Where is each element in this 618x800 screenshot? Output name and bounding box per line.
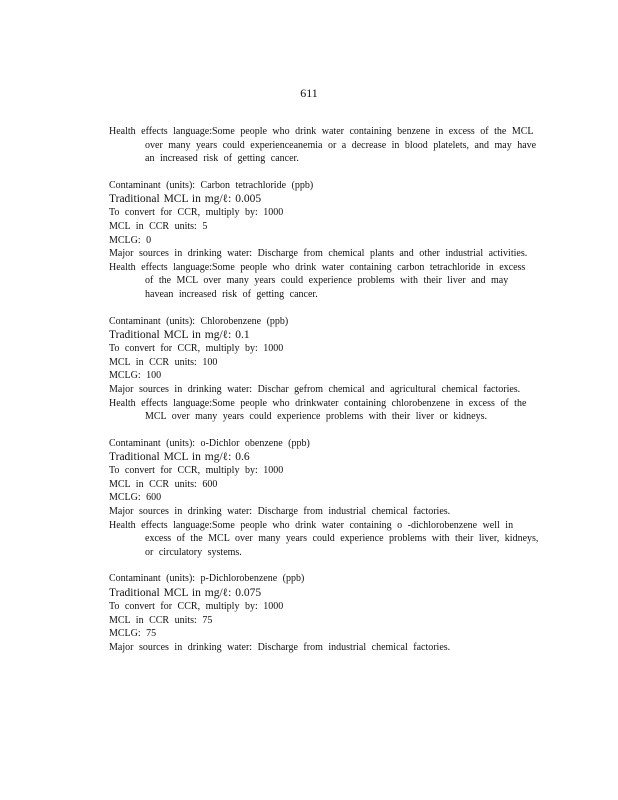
contaminant-title: Contaminant (units): p-Dichlorobenzene (ppb) bbox=[109, 573, 305, 585]
mclg: MCLG: 600 bbox=[109, 492, 162, 504]
contaminant-block-chlorobenzene bbox=[109, 315, 539, 424]
contaminant-block-o-dichlorobenzene bbox=[109, 437, 539, 560]
traditional-mcl: Traditional MCL in mg/ℓ: 0.1 bbox=[109, 329, 250, 342]
contaminant-title: Contaminant (units): Chlorobenzene (ppb) bbox=[109, 315, 289, 327]
mclg: MCLG: 75 bbox=[109, 628, 157, 640]
mcl-ccr: MCL in CCR units: 600 bbox=[109, 478, 218, 490]
convert-text: To convert for CCR, multiply by: 1000 bbox=[109, 207, 284, 219]
major-sources: Major sources in drinking water: Dischar gefrom chemical and agricultural chemical factories. bbox=[109, 383, 521, 395]
contaminant-title: Contaminant (units): Carbon tetrachloride (ppb) bbox=[109, 179, 314, 191]
health-effects-text: Health effects language:Some people who drink water containing o -dichlorobenzene well in excess of the MCL over many years could experience problems with their liver, kidneys, or circulatory systems. bbox=[109, 519, 539, 558]
page-number: 611 bbox=[300, 86, 318, 100]
intro-block bbox=[109, 125, 539, 166]
document-body bbox=[109, 125, 539, 654]
mcl-ccr: MCL in CCR units: 5 bbox=[109, 220, 208, 232]
traditional-mcl: Traditional MCL in mg/ℓ: 0.6 bbox=[109, 451, 250, 464]
convert-text: To convert for CCR, multiply by: 1000 bbox=[109, 465, 284, 477]
traditional-mcl: Traditional MCL in mg/ℓ: 0.075 bbox=[109, 587, 262, 600]
health-effects-text: Health effects language:Some people who drinkwater containing chlorobenzene in excess of the MCL over many years could experience problems with their liver or kidneys. bbox=[109, 397, 527, 423]
contaminant-block-p-dichlorobenzene bbox=[109, 572, 539, 654]
contaminant-title: Contaminant (units): o-Dichlor obenzene (ppb) bbox=[109, 437, 310, 449]
convert-text: To convert for CCR, multiply by: 1000 bbox=[109, 343, 284, 355]
traditional-mcl: Traditional MCL in mg/ℓ: 0.005 bbox=[109, 193, 262, 206]
major-sources: Major sources in drinking water: Discharge from industrial chemical factories. bbox=[109, 506, 451, 518]
health-effects-text: Health effects language:Some people who drink water containing carbon tetrachloride in excess of the MCL over many years could experience problems with their liver and may havean increased risk of getting cancer. bbox=[109, 261, 526, 300]
mclg: MCLG: 0 bbox=[109, 234, 152, 246]
mcl-ccr: MCL in CCR units: 75 bbox=[109, 614, 213, 626]
mcl-ccr: MCL in CCR units: 100 bbox=[109, 356, 218, 368]
major-sources: Major sources in drinking water: Discharge from chemical plants and other industrial activities. bbox=[109, 248, 528, 260]
contaminant-block-carbon-tetrachloride bbox=[109, 179, 539, 302]
mclg: MCLG: 100 bbox=[109, 370, 162, 382]
health-effects-text: Health effects language:Some people who drink water containing benzene in excess of the MCL over many years could experienceanemia or a decrease in blood platelets, and may have an increased risk of getting cancer. bbox=[109, 126, 537, 165]
convert-text: To convert for CCR, multiply by: 1000 bbox=[109, 601, 284, 613]
major-sources: Major sources in drinking water: Discharge from industrial chemical factories. bbox=[109, 641, 451, 653]
